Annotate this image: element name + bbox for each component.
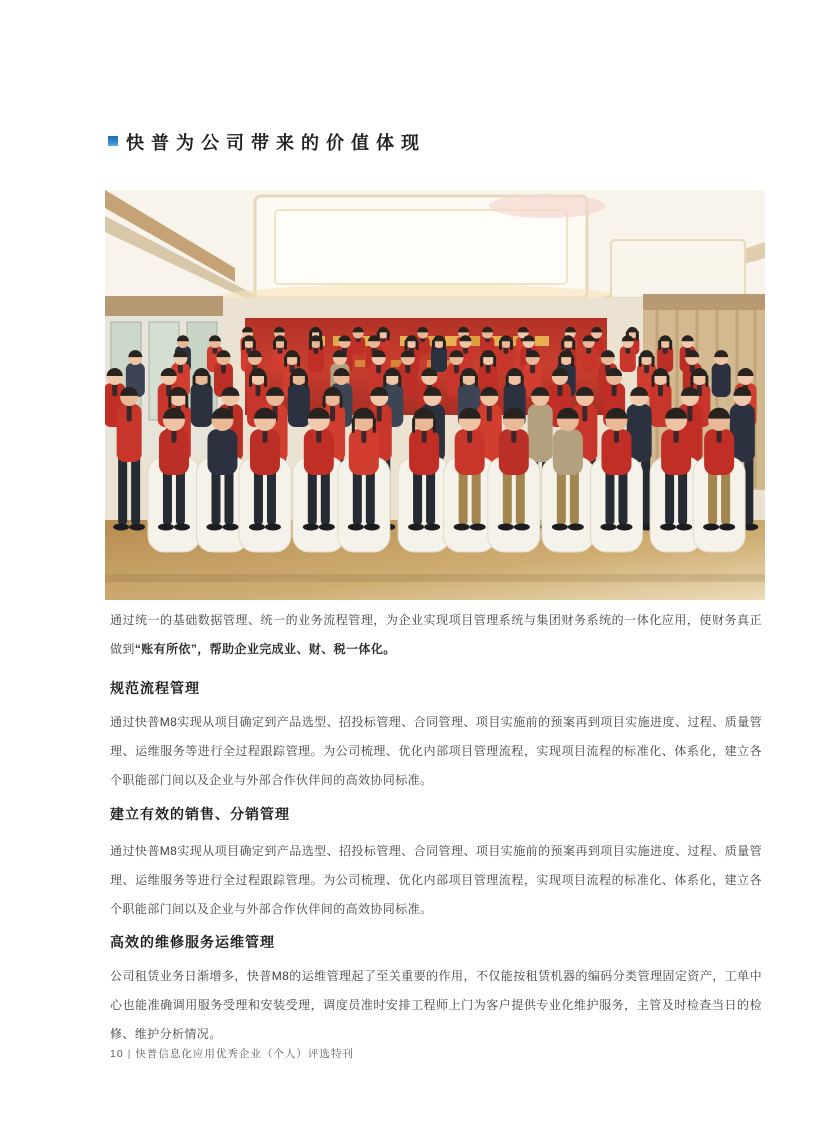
person — [288, 368, 310, 427]
person — [308, 335, 324, 372]
paragraph-sales: 通过快普M8实现从项目确定到产品选型、招投标管理、合同管理、项目实施前的预案再到项目实施进度、过程、质量管理、运维服务等进行全过程跟踪管理。为公司梳理、优化内部项目管理流程，实现项目流程的标准化、体系化，建立各个职能部门间以及企业与外部合作伙伴间的高效协同标准。 — [110, 844, 762, 916]
group-photo-illustration — [105, 190, 765, 600]
section-title-row — [108, 131, 426, 155]
footer-separator: | — [127, 1048, 132, 1060]
intro-text: 通过统一的基础数据管理、统一的业务流程管理，为企业实现项目管理系统与集团财务系统的一体化应用，使财务真正做到 — [110, 613, 762, 656]
page-footer — [110, 1047, 354, 1061]
group-photo — [105, 190, 765, 600]
paragraph-maintenance: 公司租赁业务日渐增多，快普M8的运维管理起了至关重要的作用，不仅能按租赁机器的编码分类管理固定资产，工单中心也能准确调用服务受理和安装受理，调度员准时安排工程师上门为客户提供专业化维护服务，主管及时检查当日的检修、维护分析情况。 — [110, 969, 762, 1041]
page-number: 10 — [110, 1048, 124, 1060]
person — [712, 350, 731, 397]
subheading-maintenance: 高效的维修服务运维管理 — [110, 934, 275, 950]
person — [351, 327, 365, 355]
intro-paragraph — [110, 606, 762, 664]
title-bullet-icon — [108, 136, 118, 146]
person — [620, 335, 636, 372]
person — [657, 335, 673, 372]
person — [498, 335, 514, 372]
person — [191, 368, 213, 427]
subheading-process: 规范流程管理 — [110, 680, 200, 696]
person — [581, 335, 597, 372]
person — [431, 335, 447, 372]
paragraph-process: 通过快普M8实现从项目确定到产品选型、招投标管理、合同管理、项目实施前的预案再到项目实施进度、过程、质量管理、运维服务等进行全过程跟踪管理。为公司梳理、优化内部项目管理流程，实现项目流程的标准化、体系化，建立各个职能部门间以及企业与外部合作伙伴间的高效协同标准。 — [110, 715, 762, 787]
journal-title: 快普信息化应用优秀企业（个人）评选特刊 — [135, 1048, 354, 1060]
intro-bold-text: “账有所依”，帮助企业完成业、财、税一体化。 — [134, 642, 396, 656]
page-title: 快普为公司带来的价值体现 — [126, 133, 426, 153]
subheading-sales: 建立有效的销售、分销管理 — [110, 806, 290, 822]
